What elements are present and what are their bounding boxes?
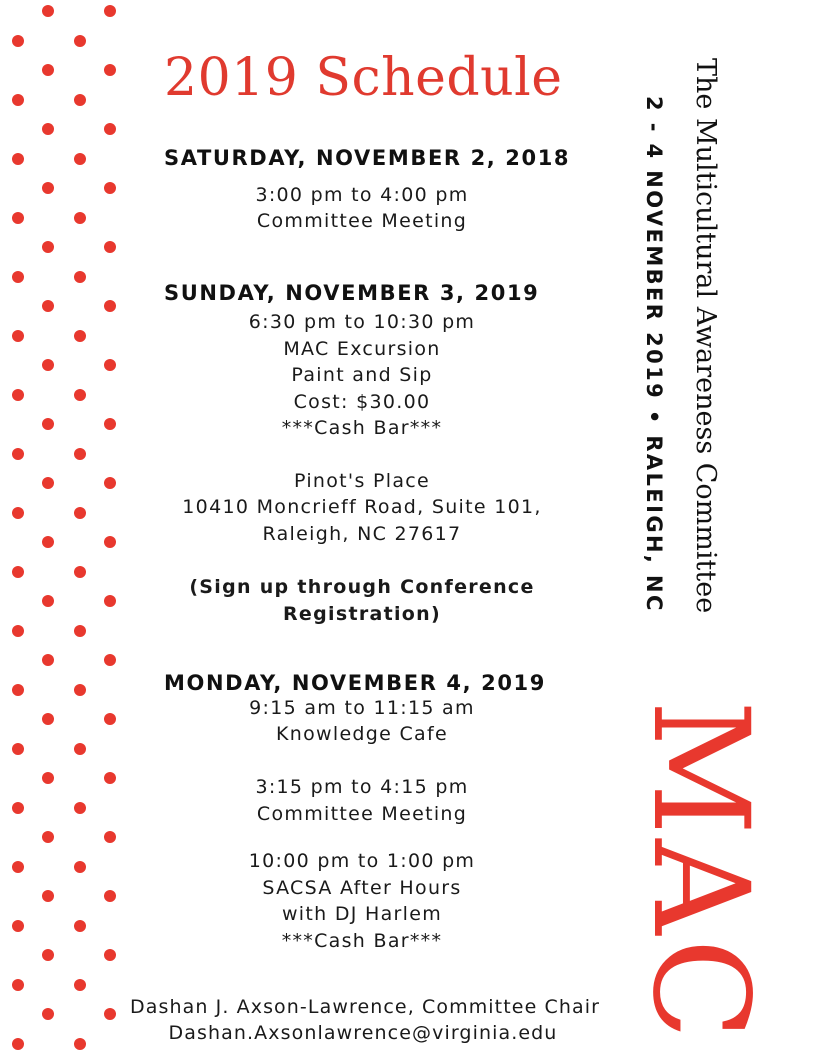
page-title: 2019 Schedule bbox=[164, 48, 563, 108]
schedule-line: ***Cash Bar*** bbox=[281, 930, 443, 952]
polka-dot bbox=[74, 212, 86, 224]
mac-logo-text: MAC bbox=[623, 700, 777, 1044]
polka-dot bbox=[12, 920, 24, 932]
schedule-line: Cost: $30.00 bbox=[293, 391, 431, 413]
schedule-line: MAC Excursion bbox=[283, 338, 441, 360]
polka-dot bbox=[74, 802, 86, 814]
polka-dot bbox=[74, 566, 86, 578]
polka-dot bbox=[104, 5, 116, 17]
polka-dot bbox=[12, 979, 24, 991]
schedule-line: 10:00 pm to 1:00 pm bbox=[248, 850, 476, 872]
polka-dot bbox=[104, 536, 116, 548]
polka-dot bbox=[12, 566, 24, 578]
polka-dot bbox=[74, 153, 86, 165]
committee-name: The Multicultural Awareness Committee bbox=[690, 58, 721, 614]
polka-dot bbox=[74, 1038, 86, 1050]
polka-dot bbox=[12, 35, 24, 47]
polka-dot bbox=[42, 1008, 54, 1020]
polka-dot bbox=[74, 625, 86, 637]
schedule-line: 3:15 pm to 4:15 pm bbox=[255, 776, 469, 798]
schedule-line: 6:30 pm to 10:30 pm bbox=[248, 311, 476, 333]
schedule-line: Committee Meeting bbox=[256, 803, 468, 825]
schedule-line: Paint and Sip bbox=[291, 364, 433, 386]
polka-dot bbox=[12, 802, 24, 814]
polka-dot bbox=[12, 507, 24, 519]
polka-dot bbox=[12, 271, 24, 283]
polka-dot bbox=[42, 300, 54, 312]
polka-dot bbox=[104, 1008, 116, 1020]
polka-dot bbox=[104, 949, 116, 961]
polka-dot bbox=[42, 359, 54, 371]
polka-dot bbox=[12, 625, 24, 637]
polka-dot bbox=[104, 123, 116, 135]
schedule-line: with DJ Harlem bbox=[281, 903, 443, 925]
polka-dot bbox=[42, 772, 54, 784]
schedule-line: SACSA After Hours bbox=[262, 877, 462, 899]
schedule-line: 9:15 am to 11:15 am bbox=[249, 697, 475, 719]
polka-dot bbox=[74, 684, 86, 696]
polka-dot bbox=[12, 212, 24, 224]
day-heading-saturday: SATURDAY, NOVEMBER 2, 2018 bbox=[164, 146, 571, 170]
polka-dot bbox=[104, 890, 116, 902]
schedule-line: Committee Meeting bbox=[256, 210, 468, 232]
polka-dot bbox=[104, 300, 116, 312]
polka-dot bbox=[12, 448, 24, 460]
signup-note: Registration) bbox=[283, 603, 441, 625]
polka-dot bbox=[42, 890, 54, 902]
venue-address: 10410 Moncrieff Road, Suite 101, bbox=[182, 496, 542, 518]
polka-dot bbox=[74, 94, 86, 106]
polka-dot bbox=[42, 5, 54, 17]
polka-dot bbox=[74, 861, 86, 873]
polka-dot bbox=[42, 64, 54, 76]
polka-dot bbox=[104, 241, 116, 253]
polka-dot-decoration bbox=[0, 0, 130, 1056]
polka-dot bbox=[42, 182, 54, 194]
polka-dot bbox=[104, 359, 116, 371]
polka-dot bbox=[42, 123, 54, 135]
polka-dot bbox=[42, 654, 54, 666]
polka-dot bbox=[42, 595, 54, 607]
polka-dot bbox=[104, 477, 116, 489]
polka-dot bbox=[42, 949, 54, 961]
polka-dot bbox=[12, 743, 24, 755]
polka-dot bbox=[104, 595, 116, 607]
polka-dot bbox=[104, 182, 116, 194]
polka-dot bbox=[12, 153, 24, 165]
polka-dot bbox=[12, 330, 24, 342]
chair-email: Dashan.Axsonlawrence@virginia.edu bbox=[168, 1022, 558, 1044]
polka-dot bbox=[74, 979, 86, 991]
polka-dot bbox=[74, 507, 86, 519]
polka-dot bbox=[104, 654, 116, 666]
schedule-line: ***Cash Bar*** bbox=[281, 417, 443, 439]
polka-dot bbox=[42, 241, 54, 253]
polka-dot bbox=[104, 64, 116, 76]
polka-dot bbox=[104, 831, 116, 843]
polka-dot bbox=[74, 448, 86, 460]
polka-dot bbox=[74, 271, 86, 283]
polka-dot bbox=[74, 330, 86, 342]
polka-dot bbox=[104, 772, 116, 784]
day-heading-monday: MONDAY, NOVEMBER 4, 2019 bbox=[164, 671, 546, 695]
polka-dot bbox=[42, 477, 54, 489]
polka-dot bbox=[74, 920, 86, 932]
polka-dot bbox=[104, 418, 116, 430]
day-heading-sunday: SUNDAY, NOVEMBER 3, 2019 bbox=[164, 281, 540, 305]
polka-dot bbox=[42, 713, 54, 725]
venue-city: Raleigh, NC 27617 bbox=[262, 523, 462, 545]
polka-dot bbox=[74, 35, 86, 47]
schedule-line: Knowledge Cafe bbox=[276, 723, 448, 745]
venue-name: Pinot's Place bbox=[293, 470, 430, 492]
polka-dot bbox=[12, 389, 24, 401]
committee-chair: Dashan J. Axson-Lawrence, Committee Chair bbox=[130, 996, 601, 1018]
event-dates-location: 2 - 4 NOVEMBER 2019 • RALEIGH, NC bbox=[642, 96, 666, 613]
polka-dot bbox=[42, 418, 54, 430]
polka-dot bbox=[12, 1038, 24, 1050]
signup-note: (Sign up through Conference bbox=[189, 576, 535, 598]
polka-dot bbox=[12, 94, 24, 106]
polka-dot bbox=[12, 684, 24, 696]
polka-dot bbox=[104, 713, 116, 725]
polka-dot bbox=[74, 743, 86, 755]
polka-dot bbox=[42, 536, 54, 548]
polka-dot bbox=[74, 389, 86, 401]
polka-dot bbox=[12, 861, 24, 873]
polka-dot bbox=[42, 831, 54, 843]
schedule-line: 3:00 pm to 4:00 pm bbox=[255, 184, 469, 206]
